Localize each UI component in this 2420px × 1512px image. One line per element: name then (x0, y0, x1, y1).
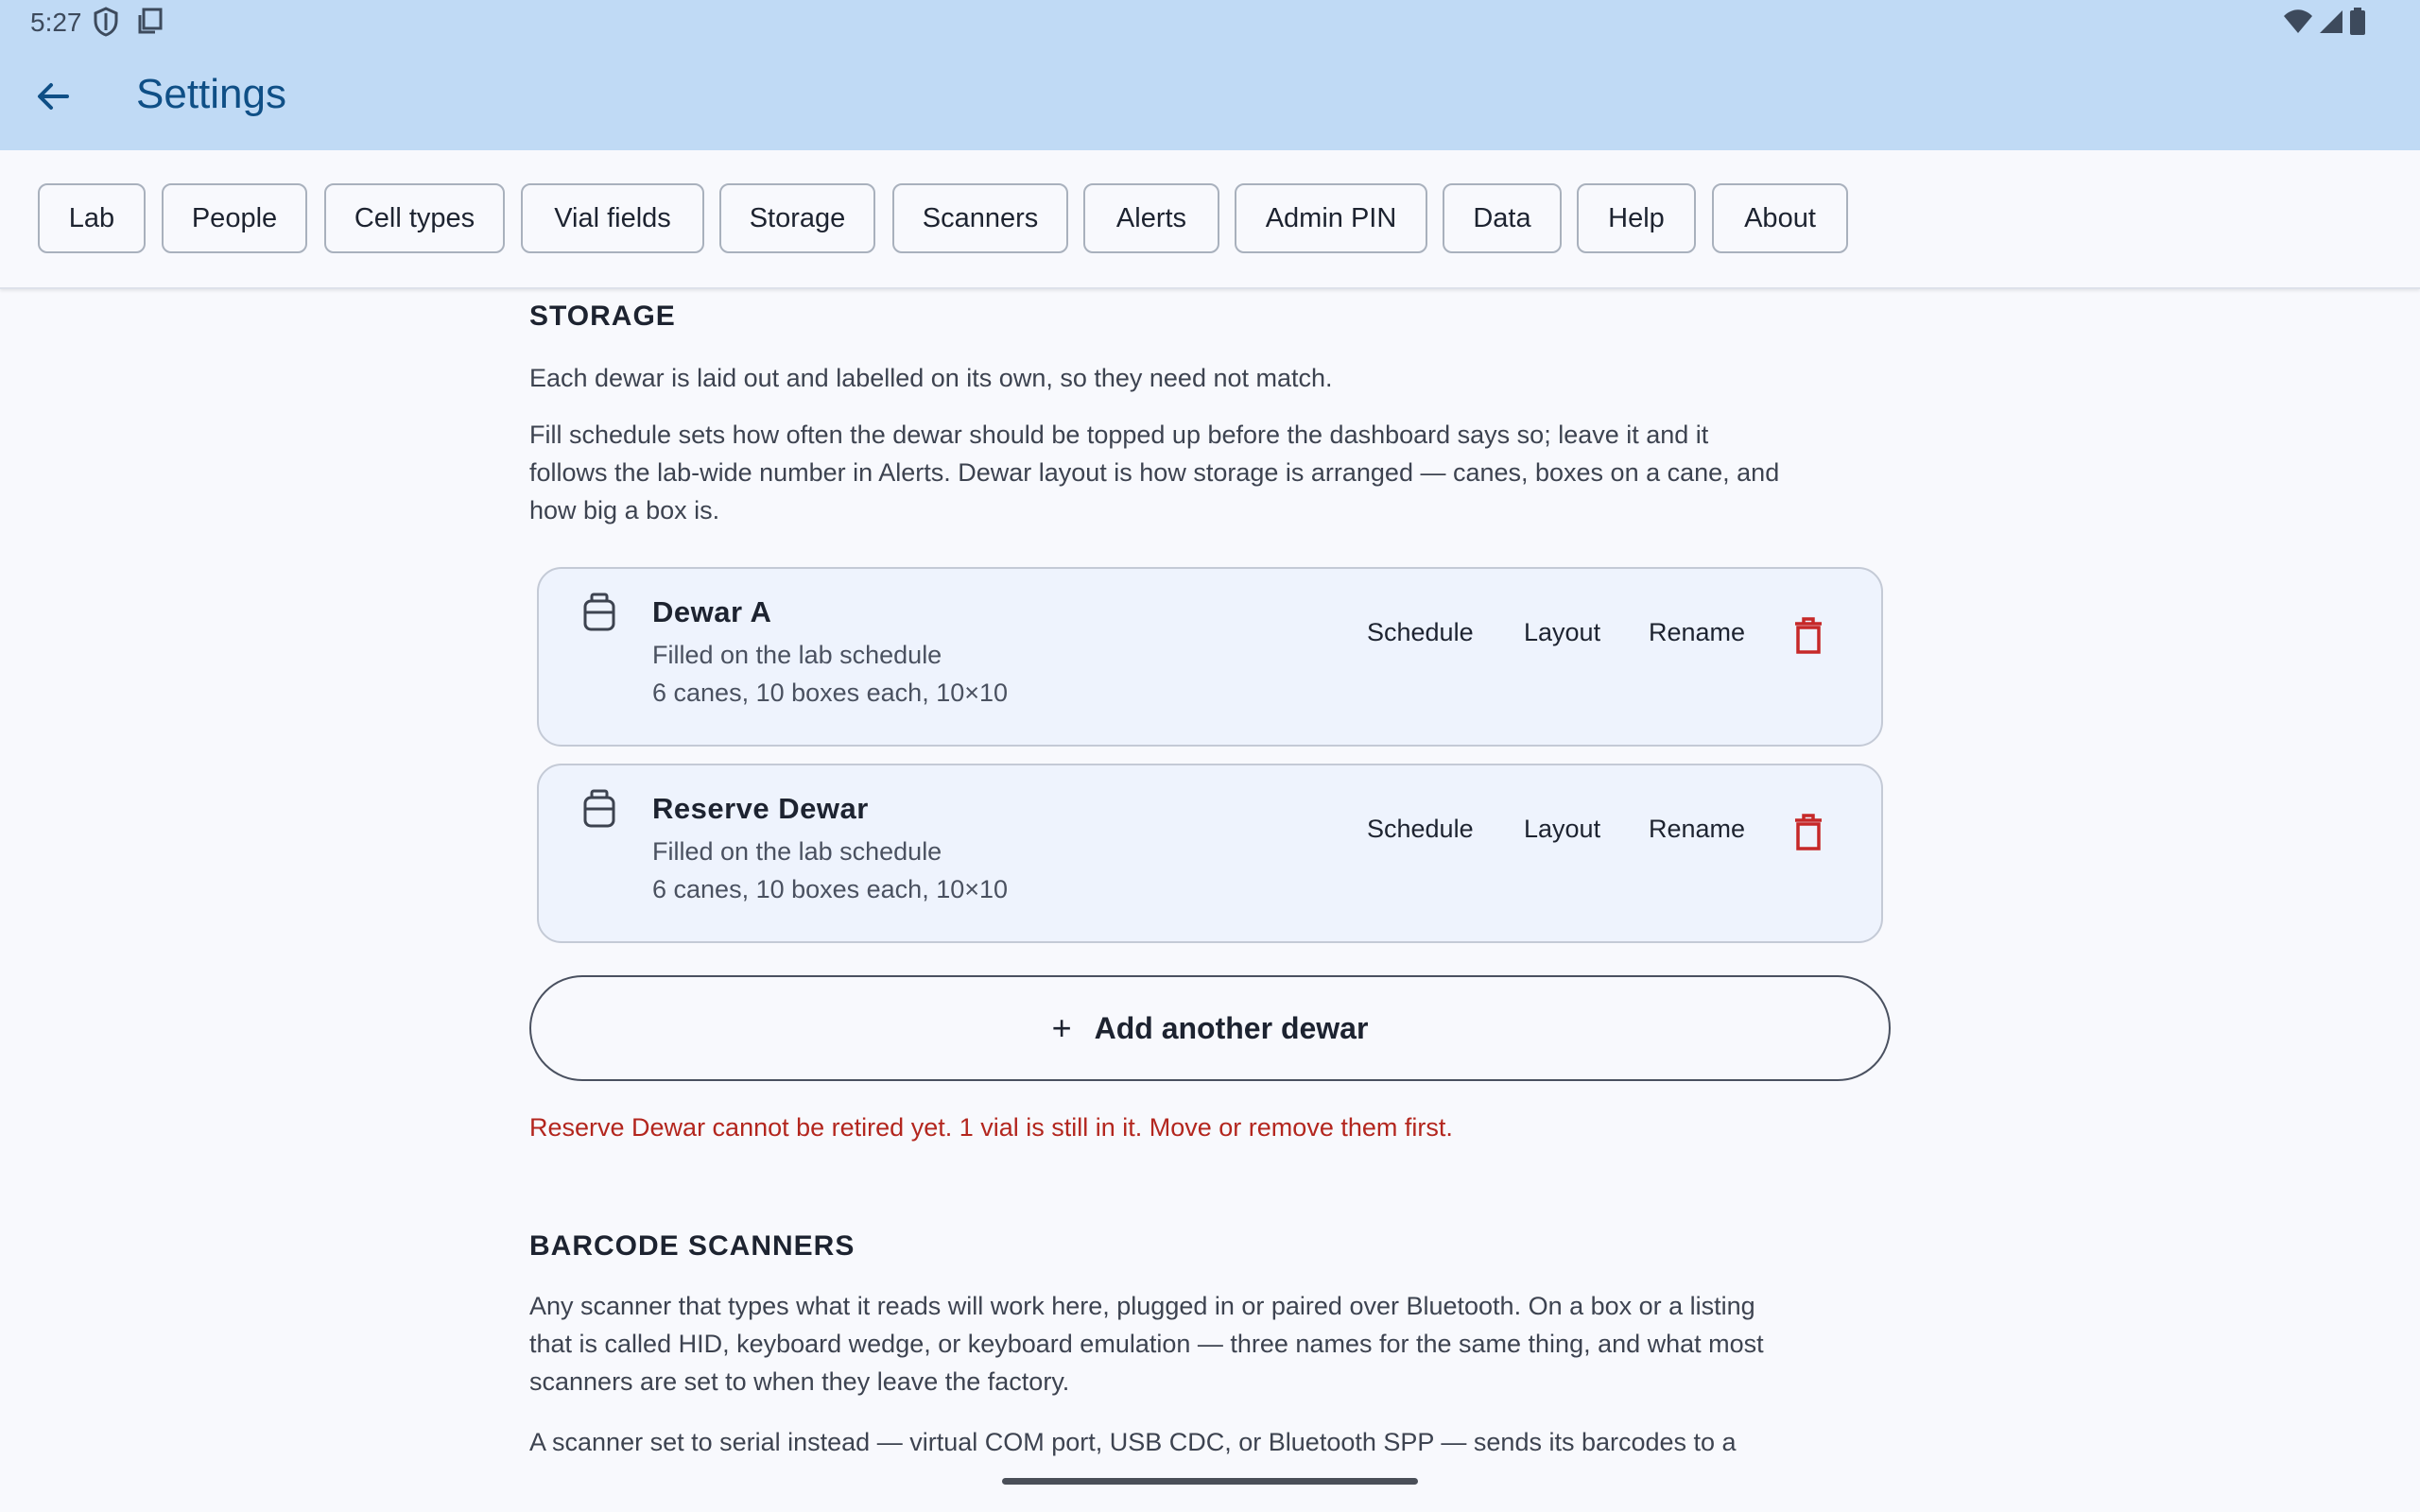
plus-icon: + (1051, 1008, 1072, 1047)
storage-description-line: how big a box is. (529, 496, 720, 524)
tab-help[interactable]: Help (1577, 183, 1696, 253)
dewar-icon (580, 592, 618, 638)
storage-description-line: Fill schedule sets how often the dewar should be topped up before the dashboard says so; leave it and it (529, 421, 1709, 449)
dewar-card (537, 567, 1883, 747)
dewar-name: Dewar A (652, 595, 772, 628)
tab-people[interactable]: People (162, 183, 307, 253)
tab-admin-pin[interactable]: Admin PIN (1235, 183, 1427, 253)
storage-description-line: follows the lab-wide number in Alerts. Dewar layout is how storage is arranged — canes, boxes on a cane, and (529, 458, 1780, 487)
dewar-schedule-text: Filled on the lab schedule (652, 641, 942, 669)
tab-vial-fields[interactable]: Vial fields (521, 183, 704, 253)
dewar-card (537, 764, 1883, 943)
add-dewar-label: Add another dewar (1094, 1010, 1369, 1045)
scanners-description-line: scanners are set to when they leave the factory. (529, 1367, 1070, 1396)
tab-data[interactable]: Data (1443, 183, 1562, 253)
app-bar (0, 45, 2420, 150)
storage-intro: Each dewar is laid out and labelled on its own, so they need not match. (529, 364, 1333, 392)
settings-content[interactable] (0, 289, 2420, 1512)
status-bar (0, 0, 2420, 45)
signal-icon (2318, 6, 2344, 44)
scanners-description-line: that is called HID, keyboard wedge, or keyboard emulation — three names for the same thing, and what most (529, 1330, 1764, 1358)
battery-icon (2348, 6, 2367, 44)
scanners-partial-line: A scanner set to serial instead — virtual COM port, USB CDC, or Bluetooth SPP — sends its barcodes to a (529, 1428, 1737, 1456)
schedule-button[interactable]: Schedule (1367, 815, 1474, 843)
wifi-icon (2282, 6, 2314, 44)
scanners-description-line: Any scanner that types what it reads will work here, plugged in or paired over Bluetooth. On a box or a listing (529, 1292, 1755, 1320)
error-message: Reserve Dewar cannot be retired yet. 1 vial is still in it. Move or remove them first. (529, 1113, 1453, 1142)
shield-icon (93, 6, 119, 44)
delete-icon[interactable] (1792, 616, 1824, 661)
scanners-heading: BARCODE SCANNERS (529, 1230, 856, 1262)
storage-heading: STORAGE (529, 301, 676, 332)
tab-alerts[interactable]: Alerts (1083, 183, 1219, 253)
tab-storage[interactable]: Storage (719, 183, 875, 253)
dewar-schedule-text: Filled on the lab schedule (652, 837, 942, 866)
settings-tab-bar (0, 150, 2420, 289)
delete-icon[interactable] (1792, 813, 1824, 857)
dewar-icon (580, 788, 618, 834)
dewar-layout-text: 6 canes, 10 boxes each, 10×10 (652, 679, 1009, 707)
dewar-name: Reserve Dewar (652, 792, 869, 825)
tab-about[interactable]: About (1712, 183, 1848, 253)
schedule-button[interactable]: Schedule (1367, 618, 1474, 646)
layout-button[interactable]: Layout (1524, 815, 1601, 843)
rename-button[interactable]: Rename (1649, 815, 1746, 843)
screen-icon (136, 6, 164, 43)
rename-button[interactable]: Rename (1649, 618, 1746, 646)
layout-button[interactable]: Layout (1524, 618, 1601, 646)
status-time: 5:27 (30, 8, 82, 37)
scanners-description (529, 1287, 1872, 1400)
home-indicator[interactable] (1002, 1478, 1418, 1485)
tab-lab[interactable]: Lab (38, 183, 146, 253)
arrow-back-icon (35, 78, 71, 119)
tab-scanners[interactable]: Scanners (892, 183, 1068, 253)
page-title: Settings (136, 71, 286, 117)
tab-cell-types[interactable]: Cell types (324, 183, 505, 253)
back-button[interactable] (23, 70, 83, 127)
add-dewar-button[interactable] (529, 975, 1891, 1081)
storage-description (529, 416, 1872, 529)
dewar-layout-text: 6 canes, 10 boxes each, 10×10 (652, 875, 1009, 903)
